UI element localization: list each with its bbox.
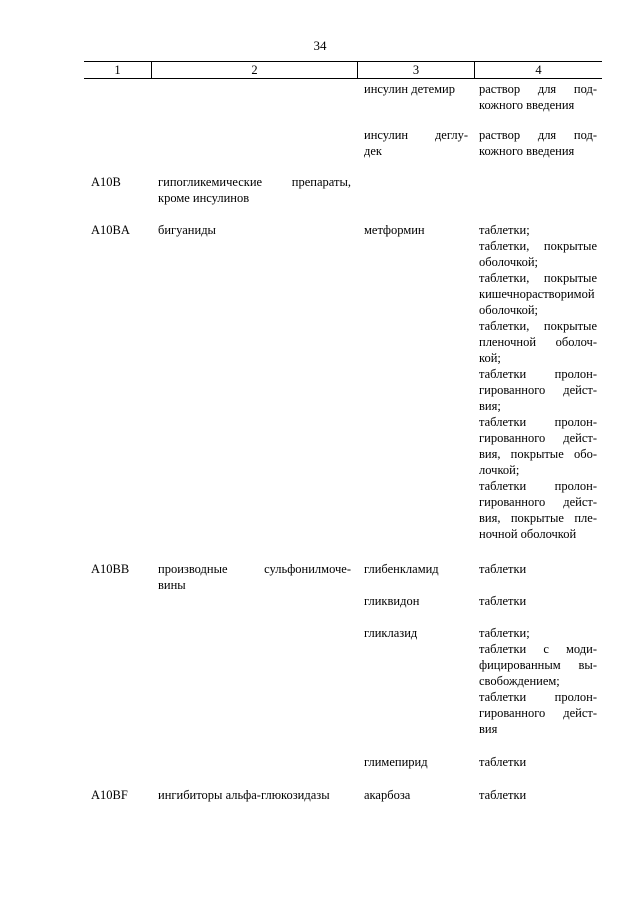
text-line: таблетки; [479,626,530,640]
dosage-form-cell [479,754,597,770]
text-line: бигуаниды [158,223,216,237]
text-line: оболочкой; [479,255,538,269]
dosage-form-cell [479,593,597,609]
text-line: A10BF [91,788,128,802]
atc-code-cell [91,222,151,238]
text-line: вины [158,578,186,592]
text-line: метформин [364,223,425,237]
text-line: вия, покрытые обо- [479,447,597,461]
group-name-cell [158,787,351,803]
text-line: вия; [479,399,501,413]
text-line: таблетки пролон- [479,367,597,381]
text-line: таблетки [479,788,527,802]
text-line: A10BA [91,223,130,237]
text-line: производные сульфонилмоче- [158,562,351,576]
drug-name-cell [364,625,468,641]
dosage-form-cell [479,81,597,113]
text-line: таблетки, покрытые [479,319,597,333]
table-header [84,61,602,79]
text-line: таблетки пролон- [479,415,597,429]
text-line: кишечнорастворимой оболочкой; [479,287,595,317]
dosage-form-cell [479,787,597,803]
text-line: таблетки с моди- [479,642,597,656]
text-line: пленочной оболоч- [479,335,597,349]
drug-name-cell [364,754,468,770]
text-line: гированного дейст- [479,383,597,397]
text-line: кожного введения [479,98,575,112]
header-col-2: 2 [152,62,358,78]
text-line: раствор для под- [479,82,597,96]
text-line: таблетки, покрытые [479,271,597,285]
text-line: инсулин детемир [364,82,455,96]
text-line: таблетки [479,594,527,608]
text-line: кроме инсулинов [158,191,250,205]
drug-name-cell [364,593,468,609]
text-line: гированного дейст- [479,706,597,720]
atc-code-cell [91,787,151,803]
drug-name-cell [364,81,468,97]
dosage-form-cell [479,625,597,737]
text-line: глимепирид [364,755,428,769]
text-line: гированного дейст- [479,495,597,509]
page-number: 34 [313,38,327,53]
text-line: таблетки; [479,223,530,237]
text-line: A10BB [91,562,130,576]
atc-code-cell [91,561,151,577]
text-line: инсулин деглу- [364,128,468,142]
header-col-3: 3 [358,62,475,78]
text-line: гипогликемические препараты, [158,175,351,189]
dosage-form-cell [479,222,597,542]
text-line: фицированным вы- [479,658,597,672]
drug-name-cell [364,787,468,803]
text-line: таблетки пролон- [479,479,597,493]
text-line: A10B [91,175,121,189]
drug-name-cell [364,127,468,159]
header-col-4: 4 [535,63,542,77]
text-line: акарбоза [364,788,411,802]
text-line: свобождением; [479,674,560,688]
header-col-1: 1 [84,62,152,78]
text-line: таблетки, покрытые [479,239,597,253]
text-line: глибенкламид [364,562,439,576]
text-line: ночной оболочкой [479,527,577,541]
text-line: дек [364,144,382,158]
text-line: лочкой; [479,463,520,477]
text-line: таблетки [479,755,527,769]
text-line: таблетки пролон- [479,690,597,704]
text-line: раствор для под- [479,128,597,142]
text-line: гликвидон [364,594,420,608]
text-line: кой; [479,351,501,365]
group-name-cell [158,222,351,238]
drug-name-cell [364,561,468,577]
atc-code-cell [91,174,151,190]
text-line: ингибиторы альфа-глюкозидазы [158,788,330,802]
dosage-form-cell [479,561,597,577]
dosage-form-cell [479,127,597,159]
text-line: вия [479,722,498,736]
text-line: гликлазид [364,626,418,640]
group-name-cell [158,561,351,593]
text-line: таблетки [479,562,527,576]
group-name-cell [158,174,351,206]
text-line: гированного дейст- [479,431,597,445]
text-line: кожного введения [479,144,575,158]
drug-name-cell [364,222,468,238]
text-line: вия, покрытые пле- [479,511,597,525]
